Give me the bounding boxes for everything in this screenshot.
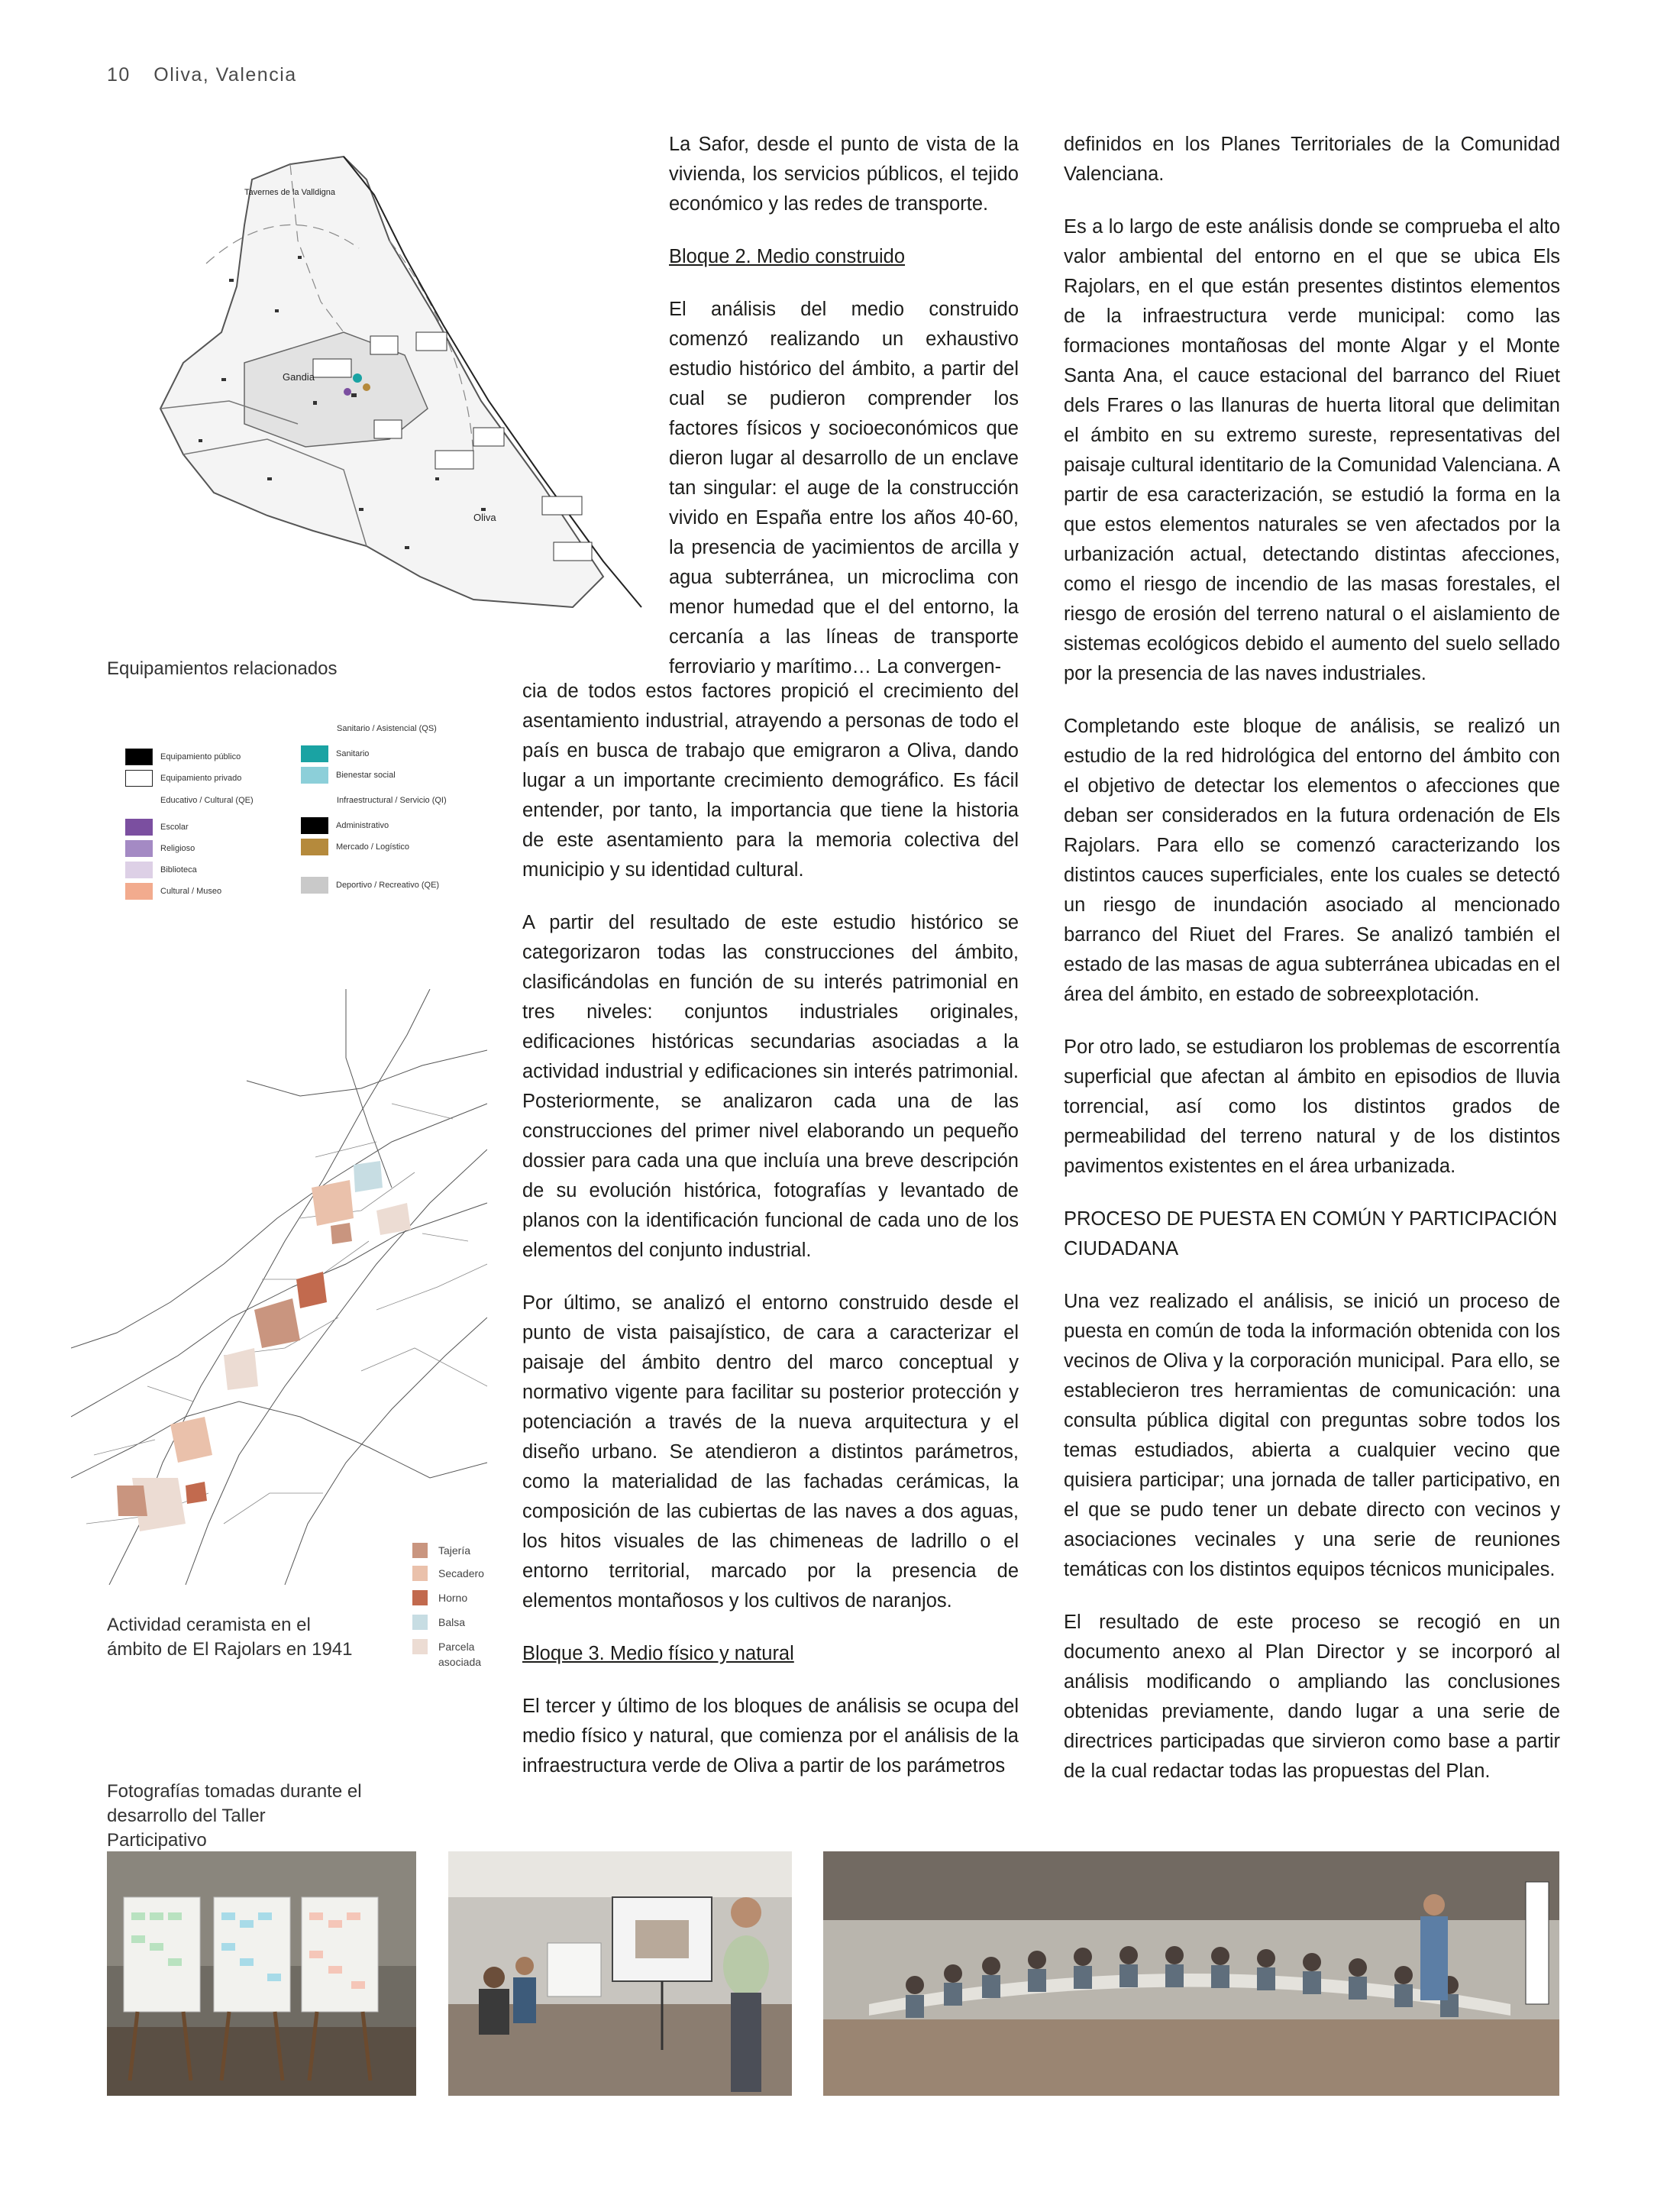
paragraph-bloque2-1b: cia de todos estos factores propició el crecimiento del asentamiento industrial, atrayendo a personas de todo el país en busca de trabajo que emigraron a Oliva, dando lugar a un importante crecimiento demográfico. Es fácil entender, por tanto, la importancia que tiene la historia de este asentamiento para la memoria colectiva del municipio y su identidad cultural.	[522, 681, 1019, 881]
paragraph-bloque2-1a: El análisis del medio construido comenzó realizando un exhaustivo estudio histórico del ámbito, a partir del cual se pudieron comprender los factores físicos y socioeconómicos que dieron lugar al desarrollo de un enclave tan singular: el auge de la construcción vivido en España entre los años 40-60, la presencia de yacimientos de arcilla y agua subterránea, un microclima con menor humedad que el del entorno, la cercanía a las líneas de transporte ferroviario y marítimo… La convergen-	[669, 299, 1019, 677]
ceramic-legend	[412, 1543, 519, 1688]
heading-bloque-2: Bloque 2. Medio construido	[669, 246, 906, 267]
legend2-item-balsa: Balsa	[412, 1615, 465, 1630]
map-label-tavernes: Tavernes de la Valldigna	[244, 188, 336, 197]
column-middle-bottom	[522, 677, 1019, 1804]
legend-item-bienestar: Bienestar social	[301, 767, 396, 784]
photo-panels	[107, 1851, 416, 2096]
column-right	[1064, 130, 1560, 1809]
heading-bloque-3: Bloque 3. Medio físico y natural	[522, 1643, 794, 1664]
paragraph-bloque2-3: Por último, se analizó el entorno construido desde el punto de vista paisajístico, de cara a caracterizar el paisaje del ámbito dentro del marco conceptual y normativo vigente para facilitar su posterior protección y potenciación a través de la nueva arquitectura y el diseño urbano. Se atendieron a distintos parámetros, como la materialidad de las fachadas cerámicas, la composición de las cubiertas de las naves a dos aguas, los hitos visuales de las chimeneas de ladrillo o el entorno territorial, marcado por la presencia de elementos montañosos y los cultivos de naranjos.	[522, 1292, 1019, 1612]
page-number: 10	[107, 64, 131, 86]
legend-head-educativo: Educativo / Cultural (QE)	[160, 796, 254, 805]
cadastral-map-1941	[71, 989, 487, 1585]
equipment-legend	[125, 718, 492, 909]
legend-item-privado: Equipamiento privado	[125, 770, 241, 787]
paragraph-right-5: Una vez realizado el análisis, se inició un proceso de puesta en común de toda la información obtenida con los vecinos de Oliva y la corporación municipal. Para ello, se establecieron tres herramientas de comunicación: una consulta pública digital con preguntas sobre todos los temas estudiados, abierta a cualquier vecino que quisiera participar; una jornada de taller participativo, en el que se pudo tener un debate directo con vecinos y asociaciones vecinales y una serie de reuniones temáticas con los distintos equipos técnicos municipales.	[1064, 1291, 1560, 1580]
legend2-item-parcela: Parcela asociada	[412, 1639, 492, 1670]
legend-item-biblioteca: Biblioteca	[125, 862, 197, 878]
paragraph-right-4: Por otro lado, se estudiaron los problemas de escorrentía superficial que afectan al ámbito en episodios de lluvia torrencial, así como los distintos grados de permeabilidad del terreno natural y de los distintos pavimentos existentes en el área urbanizada.	[1064, 1036, 1560, 1177]
legend-head-infraestructural: Infraestructural / Servicio (QI)	[337, 796, 447, 805]
legend-item-religioso: Religioso	[125, 840, 195, 857]
photo-workshop	[823, 1851, 1559, 2096]
legend2-item-tajeria: Tajería	[412, 1543, 470, 1558]
legend2-item-secadero: Secadero	[412, 1566, 484, 1581]
page-running-title: Oliva, Valencia	[153, 64, 297, 86]
map-label-gandia: Gandia	[283, 371, 315, 383]
legend-head-sanitario: Sanitario / Asistencial (QS)	[337, 724, 437, 733]
paragraph-bloque3-1: El tercer y último de los bloques de análisis se ocupa del medio físico y natural, que comienza por el análisis de la infraestructura verde de Oliva a partir de los parámetros	[522, 1696, 1019, 1777]
caption-equipamientos: Equipamientos relacionados	[107, 658, 338, 679]
caption-fotografias: Fotografías tomadas durante el desarrollo del Taller Participativo	[107, 1781, 362, 1851]
paragraph-la-safor: La Safor, desde el punto de vista de la vivienda, los servicios públicos, el tejido económico y las redes de transporte.	[669, 134, 1019, 215]
legend-item-mercado: Mercado / Logístico	[301, 839, 409, 855]
map-label-oliva: Oliva	[473, 512, 496, 523]
legend-item-escolar: Escolar	[125, 819, 189, 836]
legend2-item-horno: Horno	[412, 1590, 467, 1605]
legend-item-deportivo: Deportivo / Recreativo (QE)	[301, 877, 439, 894]
column-middle-top	[669, 130, 1019, 682]
paragraph-right-3: Completando este bloque de análisis, se realizó un estudio de la red hidrológica del entorno del ámbito con el objetivo de detectar los elementos o afecciones que deban ser considerados en la futura ordenación de Els Rajolars. Para ello se comenzó caracterizando los distintos cauces superficiales, ente los cuales se detectó un riesgo de inundación asociado al mencionado barranco del Riuet del Frares. Se analizó también el estado de las masas de agua subterránea ubicadas en el área del ámbito, en estado de sobreexplotación.	[1064, 716, 1560, 1005]
heading-proceso: PROCESO DE PUESTA EN COMÚN Y PARTICIPACIÓN CIUDADANA	[1064, 1208, 1558, 1259]
legend-item-publico: Equipamiento público	[125, 748, 241, 765]
page-header	[107, 64, 297, 86]
paragraph-right-1: definidos en los Planes Territoriales de la Comunidad Valenciana.	[1064, 134, 1560, 185]
legend-item-sanitario: Sanitario	[301, 745, 369, 762]
photo-presentation	[448, 1851, 792, 2096]
paragraph-right-6: El resultado de este proceso se recogió en un documento anexo al Plan Director y se incorporó al análisis modificando o ampliando las conclusiones obtenidas previamente, dando lugar a una serie de directrices participadas que sirvieron como base a partir de la cual redactar todas las propuestas del Plan.	[1064, 1612, 1560, 1782]
legend-item-administrativo: Administrativo	[301, 817, 389, 834]
caption-actividad-ceramista: Actividad ceramista en el ámbito de El Rajolars en 1941	[107, 1615, 353, 1660]
paragraph-bloque2-2: A partir del resultado de este estudio histórico se categorizaron todas las construcciones del ámbito, clasificándolas en función de su interés patrimonial en tres niveles: conjuntos industriales originales, edificaciones históricas secundarias asociadas a la actividad industrial y edificaciones sin interés patrimonial. Posteriormente, se analizaron cada una de las construcciones del primer nivel elaborando un pequeño dossier para cada una que incluía una breve descripción de su evolución histórica, fotografías y levantado de planos con la identificación funcional de cada uno de los elementos del conjunto industrial.	[522, 912, 1019, 1261]
legend-item-cultural: Cultural / Museo	[125, 883, 221, 900]
regional-map	[115, 149, 649, 630]
paragraph-right-2: Es a lo largo de este análisis donde se comprueba el alto valor ambiental del entorno en el que se ubica Els Rajolars, en el que están presentes distintos elementos de la infraestructura verde municipal: como las formaciones montañosas del monte Algar y el Monte Santa Ana, el cauce estacional del barranco del Riuet dels Frares o las llanuras de huerta litoral que delimitan el ámbito en su extremo sureste, representativas del paisaje cultural identitario de la Comunidad Valenciana. A partir de esa caracterización, se estudió la forma en la que estos elementos naturales se ven afectados por la urbanización actual, detectando distintas afecciones, como el riesgo de incendio de las masas forestales, el riesgo de erosión del terreno natural o el aislamiento de sistemas ecológicos debido el aumento del suelo sellado por la presencia de las naves industriales.	[1064, 216, 1560, 684]
